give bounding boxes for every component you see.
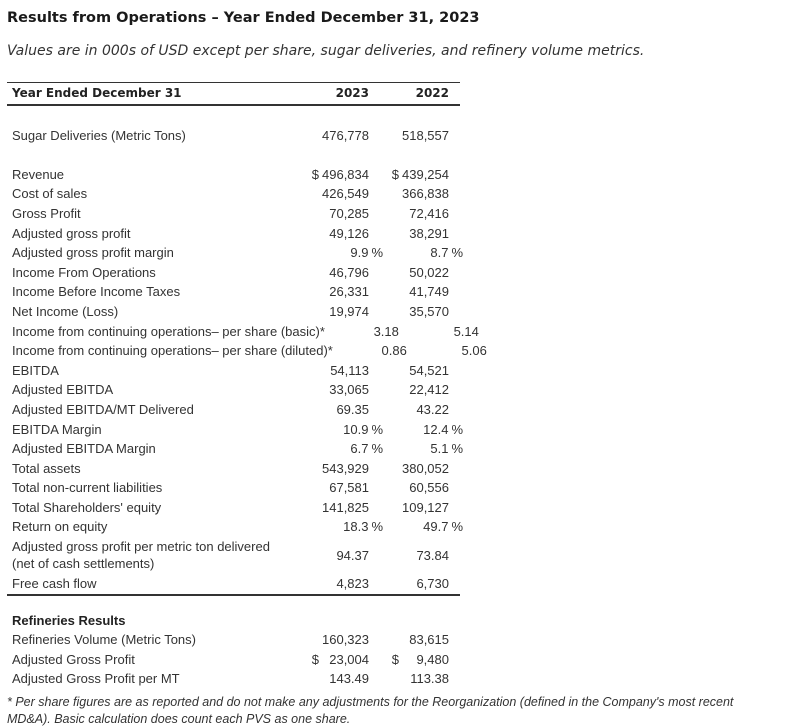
- row-label: Return on equity: [12, 519, 108, 535]
- row-label: Adjusted EBITDA Margin: [12, 441, 156, 457]
- number-2022: 38,291: [409, 225, 449, 241]
- number-2023: 19,974: [329, 303, 369, 319]
- value-2022: [417, 341, 487, 361]
- value-2023: [299, 574, 369, 594]
- value-2022: [379, 439, 463, 459]
- row-label: Adjusted gross profit per metric ton delivered (net of cash settlements): [12, 539, 270, 571]
- value-2023: [299, 126, 369, 146]
- number-2022: 35,570: [409, 303, 449, 319]
- value-2023: [299, 498, 369, 518]
- header-label: Year Ended December 31: [12, 86, 182, 100]
- value-2023: [299, 630, 369, 650]
- number-2023: 70,285: [329, 205, 369, 221]
- footnote: * Per share figures are as reported and do not make any adjustments for the Reorganization (defined in the Company's most recent MD&A). Basic calculation does count each PVS as one share.: [7, 695, 734, 727]
- table-row: [7, 165, 460, 185]
- row-label: EBITDA: [12, 362, 59, 378]
- row-label: Free cash flow: [12, 576, 97, 592]
- header-col-2023: [299, 83, 369, 104]
- percent-sign-2023: %: [371, 441, 383, 457]
- row-label: Adjusted gross profit: [12, 225, 131, 241]
- percent-sign-2022: %: [451, 441, 463, 457]
- dollar-sign-2023: $: [311, 166, 319, 182]
- value-2023: [299, 243, 383, 263]
- row-label: Revenue: [12, 166, 65, 182]
- value-2023: [337, 341, 407, 361]
- number-2023: 69.35: [336, 401, 369, 417]
- percent-sign-2022: %: [451, 421, 463, 437]
- number-2022: 439,254: [402, 166, 449, 182]
- value-2023: [299, 420, 383, 440]
- number-2023: 46,796: [329, 264, 369, 280]
- refineries-section-title-row: [7, 611, 460, 631]
- table-row: [7, 420, 463, 440]
- table-row: [7, 302, 460, 322]
- percent-sign-2023: %: [371, 421, 383, 437]
- number-2022: 73.84: [416, 547, 449, 563]
- table-row: [7, 243, 463, 263]
- number-2023: 18.3: [343, 519, 369, 535]
- number-2022: 9,480: [416, 651, 449, 667]
- number-2023: 160,323: [322, 632, 369, 648]
- page-subtitle: Values are in 000s of USD except per share, sugar deliveries, and refinery volume metrics.: [7, 43, 645, 59]
- table-row: [7, 650, 460, 670]
- value-2022: [379, 420, 463, 440]
- value-2023: [299, 282, 369, 302]
- number-2023: 23,004: [329, 651, 369, 667]
- value-2023: [299, 546, 369, 566]
- number-2022: 60,556: [409, 480, 449, 496]
- value-2022: [379, 546, 449, 566]
- value-2023: [299, 165, 369, 185]
- value-2022: [379, 459, 449, 479]
- number-2023: 10.9: [343, 421, 369, 437]
- value-2022: [379, 669, 449, 689]
- number-2022: 12.4: [423, 421, 449, 437]
- row-label: Cost of sales: [12, 186, 88, 202]
- spacer-row: [7, 145, 460, 165]
- row-label: Adjusted gross profit margin: [12, 245, 174, 261]
- value-2022: [409, 322, 479, 342]
- number-2023: 426,549: [322, 186, 369, 202]
- number-2022: 43.22: [416, 401, 449, 417]
- table-row: [7, 263, 460, 283]
- dollar-sign-2023: $: [311, 651, 319, 667]
- refineries-section-title: Refineries Results: [12, 612, 126, 628]
- value-2022: [379, 165, 449, 185]
- table-row: [7, 361, 460, 381]
- table-row: [7, 439, 463, 459]
- value-2023: [299, 400, 369, 420]
- header-year-2023: 2023: [335, 86, 369, 100]
- value-2022: [379, 478, 449, 498]
- value-2022: [379, 204, 449, 224]
- percent-sign-2023: %: [371, 519, 383, 535]
- number-2023: 476,778: [322, 127, 369, 143]
- page-title: Results from Operations – Year Ended December 31, 2023: [7, 10, 480, 26]
- results-table: [7, 82, 487, 596]
- row-label: Refineries Volume (Metric Tons): [12, 632, 196, 648]
- number-2022: 54,521: [409, 362, 449, 378]
- header-col-2022: [379, 83, 449, 104]
- row-label: Total Shareholders' equity: [12, 499, 162, 515]
- number-2022: 41,749: [409, 284, 449, 300]
- number-2022: 113.38: [410, 671, 449, 687]
- number-2023: 496,834: [322, 166, 369, 182]
- value-2022: [379, 400, 449, 420]
- value-2022: [379, 302, 449, 322]
- table-row: [7, 184, 460, 204]
- number-2022: 5.1: [430, 441, 449, 457]
- row-label: Adjusted EBITDA: [12, 382, 114, 398]
- row-label: Sugar Deliveries (Metric Tons): [12, 127, 186, 143]
- number-2023: 67,581: [329, 480, 369, 496]
- value-2023: [299, 459, 369, 479]
- table-header-row: [7, 83, 460, 106]
- value-2022: [379, 184, 449, 204]
- table-row: [7, 478, 460, 498]
- row-label: EBITDA Margin: [12, 421, 102, 437]
- number-2023: 543,929: [322, 460, 369, 476]
- number-2022: 380,052: [402, 460, 449, 476]
- value-2022: [379, 380, 449, 400]
- refineries-section: [7, 611, 460, 689]
- table-row: [7, 282, 460, 302]
- value-2023: [299, 669, 369, 689]
- value-2022: [379, 361, 449, 381]
- number-2022: 109,127: [402, 499, 449, 515]
- number-2023: 54,113: [330, 362, 369, 378]
- refineries-body: [7, 630, 460, 689]
- table-row: [7, 574, 460, 594]
- percent-sign-2022: %: [451, 245, 463, 261]
- value-2023: [299, 517, 383, 537]
- number-2023: 0.86: [381, 343, 407, 359]
- table-row: [7, 322, 479, 342]
- value-2022: [379, 263, 449, 283]
- number-2023: 141,825: [322, 499, 369, 515]
- table-row: [7, 669, 460, 689]
- spacer-row: [7, 106, 460, 126]
- value-2022: [379, 498, 449, 518]
- number-2022: 50,022: [409, 264, 449, 280]
- percent-sign-2022: %: [451, 519, 463, 535]
- table-row: [7, 498, 460, 518]
- table-row: [7, 400, 460, 420]
- number-2023: 6.7: [350, 441, 369, 457]
- row-label: Income from continuing operations– per share (diluted)*: [12, 343, 333, 359]
- value-2022: [379, 126, 449, 146]
- number-2022: 83,615: [409, 632, 449, 648]
- row-label: Adjusted Gross Profit: [12, 651, 135, 667]
- row-label: Income from continuing operations– per share (basic)*: [12, 323, 325, 339]
- number-2022: 6,730: [416, 576, 449, 592]
- value-2022: [379, 224, 449, 244]
- value-2022: [379, 650, 449, 670]
- dollar-sign-2022: $: [391, 651, 399, 667]
- value-2023: [299, 439, 383, 459]
- table-row: [7, 537, 460, 574]
- row-label: Adjusted EBITDA/MT Delivered: [12, 401, 194, 417]
- value-2023: [299, 650, 369, 670]
- row-label: Net Income (Loss): [12, 303, 119, 319]
- row-label: Total non-current liabilities: [12, 480, 163, 496]
- number-2023: 33,065: [329, 382, 369, 398]
- value-2023: [299, 380, 369, 400]
- number-2023: 94.37: [336, 547, 369, 563]
- table-row: [7, 126, 460, 146]
- number-2023: 4,823: [336, 576, 369, 592]
- number-2022: 518,557: [402, 127, 449, 143]
- number-2023: 9.9: [350, 245, 369, 261]
- number-2022: 366,838: [402, 186, 449, 202]
- value-2022: [379, 630, 449, 650]
- value-2022: [379, 243, 463, 263]
- value-2022: [379, 574, 449, 594]
- row-label: Income From Operations: [12, 264, 156, 280]
- table-row: [7, 224, 460, 244]
- value-2023: [299, 204, 369, 224]
- value-2023: [299, 302, 369, 322]
- number-2023: 3.18: [373, 323, 399, 339]
- dollar-sign-2022: $: [391, 166, 399, 182]
- value-2023: [299, 361, 369, 381]
- table-row: [7, 459, 460, 479]
- table-row: [7, 341, 487, 361]
- value-2023: [299, 478, 369, 498]
- number-2023: 49,126: [329, 225, 369, 241]
- number-2022: 5.06: [461, 343, 487, 359]
- row-label: Adjusted Gross Profit per MT: [12, 671, 180, 687]
- table-row: [7, 380, 460, 400]
- header-year-2022: 2022: [415, 86, 449, 100]
- number-2023: 143.49: [329, 671, 369, 687]
- value-2023: [299, 184, 369, 204]
- number-2022: 49.7: [423, 519, 449, 535]
- number-2022: 8.7: [430, 245, 449, 261]
- number-2023: 26,331: [329, 284, 369, 300]
- value-2022: [379, 282, 449, 302]
- value-2022: [379, 517, 463, 537]
- table-row: [7, 517, 463, 537]
- number-2022: 72,416: [409, 205, 449, 221]
- value-2023: [329, 322, 399, 342]
- number-2022: 5.14: [453, 323, 479, 339]
- percent-sign-2023: %: [371, 245, 383, 261]
- value-2023: [299, 224, 369, 244]
- row-label: Income Before Income Taxes: [12, 284, 181, 300]
- table-body: [7, 106, 487, 594]
- table-row: [7, 630, 460, 650]
- number-2022: 22,412: [409, 382, 449, 398]
- value-2023: [299, 263, 369, 283]
- row-label: Gross Profit: [12, 205, 81, 221]
- table-row: [7, 204, 460, 224]
- row-label: Total assets: [12, 460, 81, 476]
